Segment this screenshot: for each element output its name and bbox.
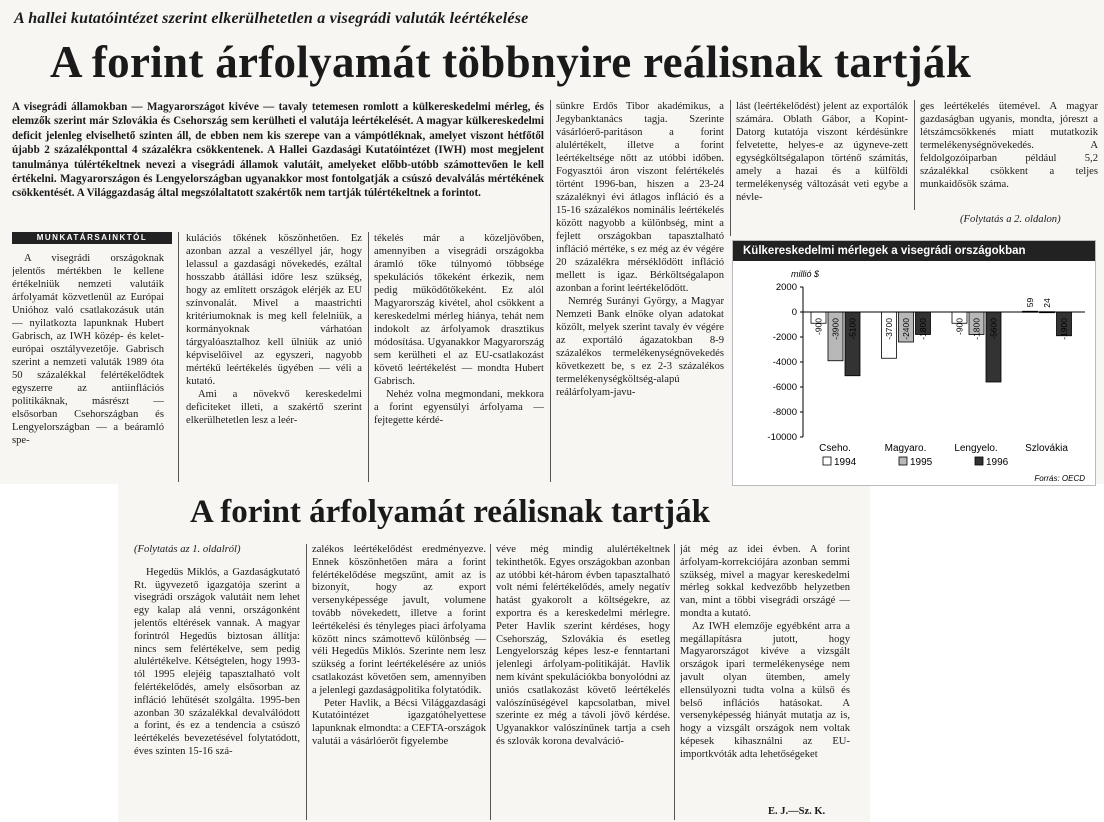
x-category-label: Cseho. xyxy=(819,443,851,454)
legend-swatch-1995 xyxy=(899,457,907,465)
y-tick-label: 2000 xyxy=(775,282,797,293)
column-text: Hegedüs Miklós, a Gazdaságkutató Rt. ügyvezető igazgatója szerint a visegrádi országok valutáit nem lehet egy kalap alá venni, országonként jelentős eltérések vannak. A magyar forintról Hegedüs biztosan állítja: nincs sem felértékelve, sem pedig alulértékelve. Kétségtelen, hogy 1993-tól 1995 elejéig tapasztalható volt felértékelődés, amely elsősorban az infláció lehűtését szolgálta. 1995-ben azonban 30 százalékkal devalválódott a forint, és ez a tendencia a csúszó leértékelés bevezetésével folytatódott, éves szinten 15-16 szá- xyxy=(134,566,300,757)
y-tick-label: 0 xyxy=(791,307,797,318)
column-text: Peter Havlik, a Bécsi Világgazdasági Kutatóintézet igazgatóhelyettese lapunknak elmondta: a CEFTA-országok valutái a vásárlóerőt figyelembe xyxy=(312,697,486,747)
column-rule xyxy=(730,100,731,236)
continuation-column-4 xyxy=(680,544,850,806)
byline-bar: MUNKATÁRSAINKTÓL xyxy=(12,232,172,244)
column-text: Ami a növekvő kereskedelmi deficiteket illeti, a szakértő szerint elkerülhetetlen lesz a leér- xyxy=(186,389,362,426)
continuation-headline: A forint árfolyamát reálisnak tartják xyxy=(190,494,710,530)
continued-from-note: (Folytatás az 1. oldalról) xyxy=(134,544,241,555)
legend-swatch-1994 xyxy=(823,457,831,465)
column-text: Nehéz volna megmondani, mekkora a forint egyensúlyi árfolyama — fejtegette kérdé- xyxy=(374,389,544,426)
article-column-2 xyxy=(186,232,362,484)
continuation-column-1 xyxy=(134,544,300,820)
bar-value-label: -1800 xyxy=(918,318,928,340)
legend-label: 1995 xyxy=(910,457,933,468)
column-rule xyxy=(306,544,307,820)
continued-note: (Folytatás a 2. oldalon) xyxy=(960,214,1061,225)
legend-label: 1996 xyxy=(986,457,1009,468)
bar-value-label: -1800 xyxy=(971,318,982,340)
column-rule xyxy=(550,100,551,482)
author-signature: E. J.—Sz. K. xyxy=(768,806,826,817)
bar-value-label: 24 xyxy=(1042,298,1052,308)
column-text: véve még mindig alulértékeltnek tekinthetők. Egyes országokban azonban az utóbbi két-három évben tapasztalható volt némi felértékelődés, amely negatív hatást gyakorolt a költségekre, az exportra és a kereskedelmi mérlegre. Peter Havlik szerint kérdéses, hogy Csehország, Szlovákia és esetleg Lengyelország képes lesz-e fenntartani jelenlegi árfolyam-politikáját. Havlik nem kívánt spekulációkba bonyolódni az uniós csatlakozást követő leértékelés valószínűségével kapcsolatban, mivel szerinte ez még a távoli jövő kérdése. Ugyanakkor valószínűnek tartja a cseh és szlovák korona devalváció- xyxy=(496,544,670,747)
continuation-column-2 xyxy=(312,544,486,820)
column-text: zalékos leértékelődést eredményezve. Ennek köszönhetően mára a forint felértékelődése megszűnt, amit az is bizonyít, hogy az export versenyképessége javult, volumene tovább növekedett, illetve a forint leértékelési és tényleges piaci árfolyama között nincs számottevő különbség — véli Hegedüs Miklós. Szerinte nem lesz szükség a forint leértékelésére az uniós csatlakozást követően sem, amennyiben a jelenlegi gazdaságpolitika folytatódik. xyxy=(312,544,486,696)
bar-value-label: -2400 xyxy=(901,318,911,340)
column-rule xyxy=(674,544,675,820)
column-rule xyxy=(914,100,915,210)
bar-value-label: -3700 xyxy=(884,318,894,340)
y-tick-label: -10000 xyxy=(767,432,797,443)
column-text: kulációs tőkének köszönhetően. Ez azonban azzal a veszéllyel jár, hogy lelassul a gazdasági növekedés, ezáltal hosszabb átállási időre lesz szükség, hogy az említett országok elérjék az EU színvonalát. Mivel a maastrichti kritériumoknak is meg kell felelniük, a kormányoknak várhatóan tárgyalóasztalhoz kell ülniük az unió képviselőivel az egyszeri, nagyobb mértékű leértékelés ügyében — véli a kutató. xyxy=(186,233,362,387)
bar-value-label: -900 xyxy=(954,318,965,336)
column-text: tékelés már a közeljövőben, amennyiben a visegrádi országokba áramló tőke túlnyomó többsége spekulációs tőkeként érkezik, nem pedig működőtőkeként. Ez alól Magyarország kivétel, ahol csökkent a kereskedelmi mérleg hiánya, tehát nem indokolt az árfolyamok drasztikus módosítása. Ugyanakkor Magyarország sem kerülheti el az EU-csatlakozást követő leértékelést — mondta Hubert Gabrisch. xyxy=(374,233,544,387)
column-text: A visegrádi országoknak jelentős mértékben le kellene értékelniük nemzeti valutáik árfolyamát közvetlenül az Európai Unióhoz való csatlakozásuk után — nyilatkozta lapunknak Hubert Gabrisch, az IWH közép- és kelet-európai osztályvezetője. Gabrisch szerint a nemzeti valuták 1989 óta 50 százalékkal felértékelődtek egyszerre az antiinflációs politikáknak, másrészt — elsősorban Csehországban és Lengyelországban — a beáramló spe- xyxy=(12,253,164,446)
continuation-column-3 xyxy=(496,544,670,820)
column-rule xyxy=(490,544,491,820)
trade-balance-chart xyxy=(732,240,1096,486)
legend-label: 1994 xyxy=(834,457,857,468)
bar-value-label: -5100 xyxy=(847,318,858,340)
legend-swatch-1996 xyxy=(975,457,983,465)
article-column-4 xyxy=(556,100,724,484)
column-text: Az IWH elemzője egyébként arra a megállapításra jutott, hogy Magyarországot kivéve a vizsgált országok ipari termelékenysége nem javult olyan ütemben, amely ellensúlyozni tudta volna a külső és belső inflációs hatásokat. A versenyképesség hiányát mutatja az is, hogy a vizsgált országok nem voltak képesek kihasználni az EU-importkvóták adta lehetőségeket xyxy=(680,620,850,760)
x-category-label: Szlovákia xyxy=(1025,443,1068,454)
article-column-5 xyxy=(736,100,908,228)
y-tick-label: -2000 xyxy=(772,332,797,343)
article-column-1 xyxy=(12,252,164,484)
column-rule xyxy=(178,232,179,482)
y-tick-label: -8000 xyxy=(772,407,797,418)
column-rule xyxy=(368,232,369,482)
column-text: ját még az idei évben. A forint árfolyam-korrekciójára azonban semmi szükség, mivel a magyar kereskedelmi mérleg sokkal kedvezőbb helyzetben van, mint a többi visegrádi országé — mondta a kutató. xyxy=(680,544,850,619)
lead-paragraph: A visegrádi államokban — Magyarországot kivéve — tavaly tetemesen romlott a külkereskedelmi mérleg, és elemzők szerint már Szlovákia és Csehország sem kerülheti el valutája leértékelését. A magyar külkereskedelmi deficit jelenleg elviselhető szinten áll, de ebben nem kis szerepe van a vámpótléknak, amelyet viszont hétfőtől újabb 2 százalékponttal 4 százalékra csökkentenek. A Hallei Gazdasági Kutatóintézet (IWH) most megjelent tanulmánya túlértékeltnek nevezi a visegrádi államok valutáit, amelyeket előbb-utóbb számottevően le kell értékelni. Magyarországon és Lengyelországban ugyanakkor most fontolgatják a csúszó devalválás mértékének csökkentését. A Világgazdaság által megszólaltatott szakértők nem tartják túlértékeltnek a forintot. xyxy=(12,101,544,200)
x-category-label: Lengyelo. xyxy=(954,443,998,454)
bar-value-label: -1900 xyxy=(1059,318,1069,340)
y-tick-label: -4000 xyxy=(772,357,797,368)
chart-canvas xyxy=(733,261,1095,485)
article-column-6 xyxy=(920,100,1098,212)
bar-value-label: 59 xyxy=(1025,297,1035,308)
bar-value-label: -3900 xyxy=(830,318,841,340)
headline: A forint árfolyamát többnyire reálisnak tartják xyxy=(50,37,972,87)
x-category-label: Magyaro. xyxy=(884,443,927,454)
bar-value-label: -5600 xyxy=(988,318,999,340)
y-axis-unit-label: millió $ xyxy=(791,269,820,279)
column-text: lást (leértékelődést) jelent az exportálók számára. Oblath Gábor, a Kopint-Datorg kutatója viszont kérdésünkre felvetette, helyes-e az úgyneve-zett egységköltségalapon történő számítás, amely a hazai és a külföldi termelékenység változását veti egybe a névle- xyxy=(736,101,908,203)
chart-source-note: Forrás: OECD xyxy=(1034,474,1085,483)
bar-value-label: -900 xyxy=(813,318,824,336)
y-tick-label: -6000 xyxy=(772,382,797,393)
column-text: sünkre Erdős Tibor akadémikus, a Jegybanktanács tagja. Szerinte vásárlóerő-paritáson a forint alulértékelt, illetve a forint leértékeltsége nőtt az utóbbi időben. Fogyasztói áron viszont felértékelés történt 1996-ban, hiszen a 23-24 százaléknyi évi átlagos infláció és a 15-16 százalékos nominális leértékelés között nagyobb a különbség, mint a fejlett országokban tapasztalható infláció mértéke, s ez még az év végére 20 százalékra mérséklődött infláció mellett is igaz. Bérköltségalapon azonban a forint leértékelődött. xyxy=(556,101,724,294)
column-text: ges leértékelés ütemével. A magyar gazdaságban ugyanis, mondta, jóreszt a létszámcsökkenés miatt mutatkozik termelékenységnövekedés. A feldolgozóiparban például 5,2 százalékkal csökkent a teljes munkaidősök száma. xyxy=(920,101,1098,190)
article-column-3 xyxy=(374,232,544,484)
chart-title: Külkereskedelmi mérlegek a visegrádi országokban xyxy=(733,241,1095,261)
kicker: A hallei kutatóintézet szerint elkerülhetetlen a visegrádi valuták leértékelése xyxy=(14,10,529,27)
column-text: Nemrég Surányi György, a Magyar Nemzeti Bank elnöke olyan adatokat közölt, melyek szerint tavaly év végére az exportáló ágazatokban 8-9 százalékos termelékenységnövekedés következett be, s ez 2-3 százalékos termelékenységköltség-alapú reálárfolyam-javu- xyxy=(556,296,724,398)
